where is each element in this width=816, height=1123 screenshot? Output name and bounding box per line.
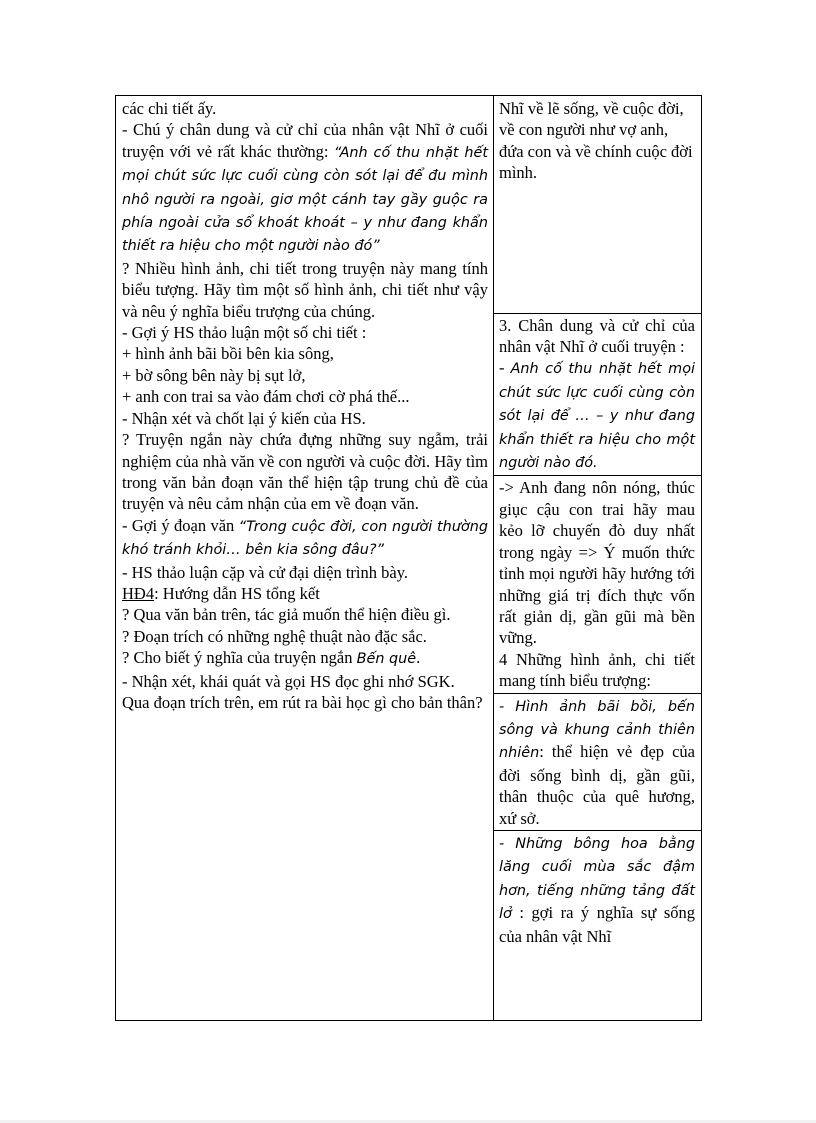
row-divider bbox=[493, 693, 701, 694]
section-heading: HĐ4: Hướng dẫn HS tổng kết bbox=[122, 583, 320, 603]
section-heading: 4 Những hình ảnh, chi tiết mang tính biểu trượng: bbox=[499, 649, 695, 691]
content-column bbox=[499, 98, 695, 947]
spacer bbox=[499, 184, 695, 312]
paragraph: các chi tiết ấy. bbox=[122, 99, 217, 118]
paragraph: - HS thảo luận cặp và cử đại diện trình bày. bbox=[122, 562, 408, 582]
row-divider bbox=[493, 313, 701, 314]
lesson-table bbox=[115, 95, 702, 1021]
list-item: + hình ảnh bãi bồi bên kia sông, bbox=[122, 344, 334, 364]
paragraph: - Gợi ý đoạn văn “Trong cuộc đời, con người thường khó tránh khỏi… bên kia sông đâu?” bbox=[122, 515, 488, 559]
paragraph: - Nhận xét, khái quát và gọi HS đọc ghi nhớ SGK. bbox=[122, 671, 455, 691]
column-divider bbox=[493, 96, 494, 1020]
paragraph: -> Anh đang nôn nóng, thúc giục cậu con trai hãy mau kẻo lỡ chuyến đò duy nhất trong ngày => Ý muốn thức tỉnh mọi người hãy hướng tới những giá trị đích thực vốn rất giản dị, gần gũi mà bền vững. bbox=[499, 478, 695, 648]
section-heading: 3. Chân dung và cử chỉ của nhân vật Nhĩ ở cuối truyện : bbox=[499, 315, 695, 357]
question: ? Đoạn trích có những nghệ thuật nào đặc sắc. bbox=[122, 626, 427, 646]
question: ? Nhiều hình ảnh, chi tiết trong truyện này mang tính biểu tượng. Hãy tìm một số hình ảnh, chi tiết như vậy và nêu ý nghĩa biểu trượng của chúng. bbox=[122, 258, 488, 321]
paragraph: Nhĩ về lẽ sống, về cuộc đời, về con người như vợ anh, đứa con và về chính cuộc đời mình. bbox=[499, 99, 693, 183]
list-item: + bờ sông bên này bị sụt lở, bbox=[122, 365, 306, 385]
paragraph: - Chú ý chân dung và cử chỉ của nhân vật Nhĩ ở cuối truyện với vẻ rất khác thường: “Anh cố thu nhặt hết mọi chút sức lực cuối cùng còn sót lại để đu mình nhô người ra ngoài, giơ một cánh tay gầy guộc ra phía ngoài cửa sổ khoát khoát – y như đang khẩn thiết ra hiệu cho một người nào đó” bbox=[122, 120, 488, 255]
question: ? Cho biết ý nghĩa của truyện ngắn Bến quê. bbox=[122, 648, 421, 668]
paragraph: - Anh cố thu nhặt hết mọi chút sức lực cuối cùng còn sót lại để … – y như đang khẩn thiết ra hiệu cho một người nào đó. bbox=[499, 358, 696, 472]
paragraph: - Hình ảnh bãi bồi, bến sông và khung cảnh thiên nhiên: thể hiện vẻ đẹp của đời sống bình dị, gần gũi, thân thuộc của quê hương, xứ sở. bbox=[499, 698, 695, 828]
paragraph: - Nhận xét và chốt lại ý kiến của HS. bbox=[122, 408, 366, 428]
paragraph: - Gợi ý HS thảo luận một số chi tiết : bbox=[122, 323, 367, 343]
paragraph: - Những bông hoa bằng lăng cuối mùa sắc đậm hơn, tiếng những tảng đất lở : gợi ra ý nghĩa sự sống của nhân vật Nhĩ bbox=[499, 835, 695, 946]
question: ? Qua văn bản trên, tác giả muốn thể hiện điều gì. bbox=[122, 605, 451, 625]
question: ? Truyện ngắn này chứa đựng những suy ngẫm, trải nghiệm của nhà văn về con người và cuộc đời. Hãy tìm trong văn bản đoạn văn thể hiện tập trung chủ đề của truyện và nêu cảm nhận của em về đoạn văn. bbox=[122, 430, 488, 514]
question: Qua đoạn trích trên, em rút ra bài học gì cho bản thân? bbox=[122, 692, 483, 712]
list-item: + anh con trai sa vào đám chơi cờ phá thế... bbox=[122, 387, 410, 407]
row-divider bbox=[493, 475, 701, 476]
teacher-activities-column bbox=[122, 98, 488, 713]
row-divider bbox=[493, 830, 701, 831]
